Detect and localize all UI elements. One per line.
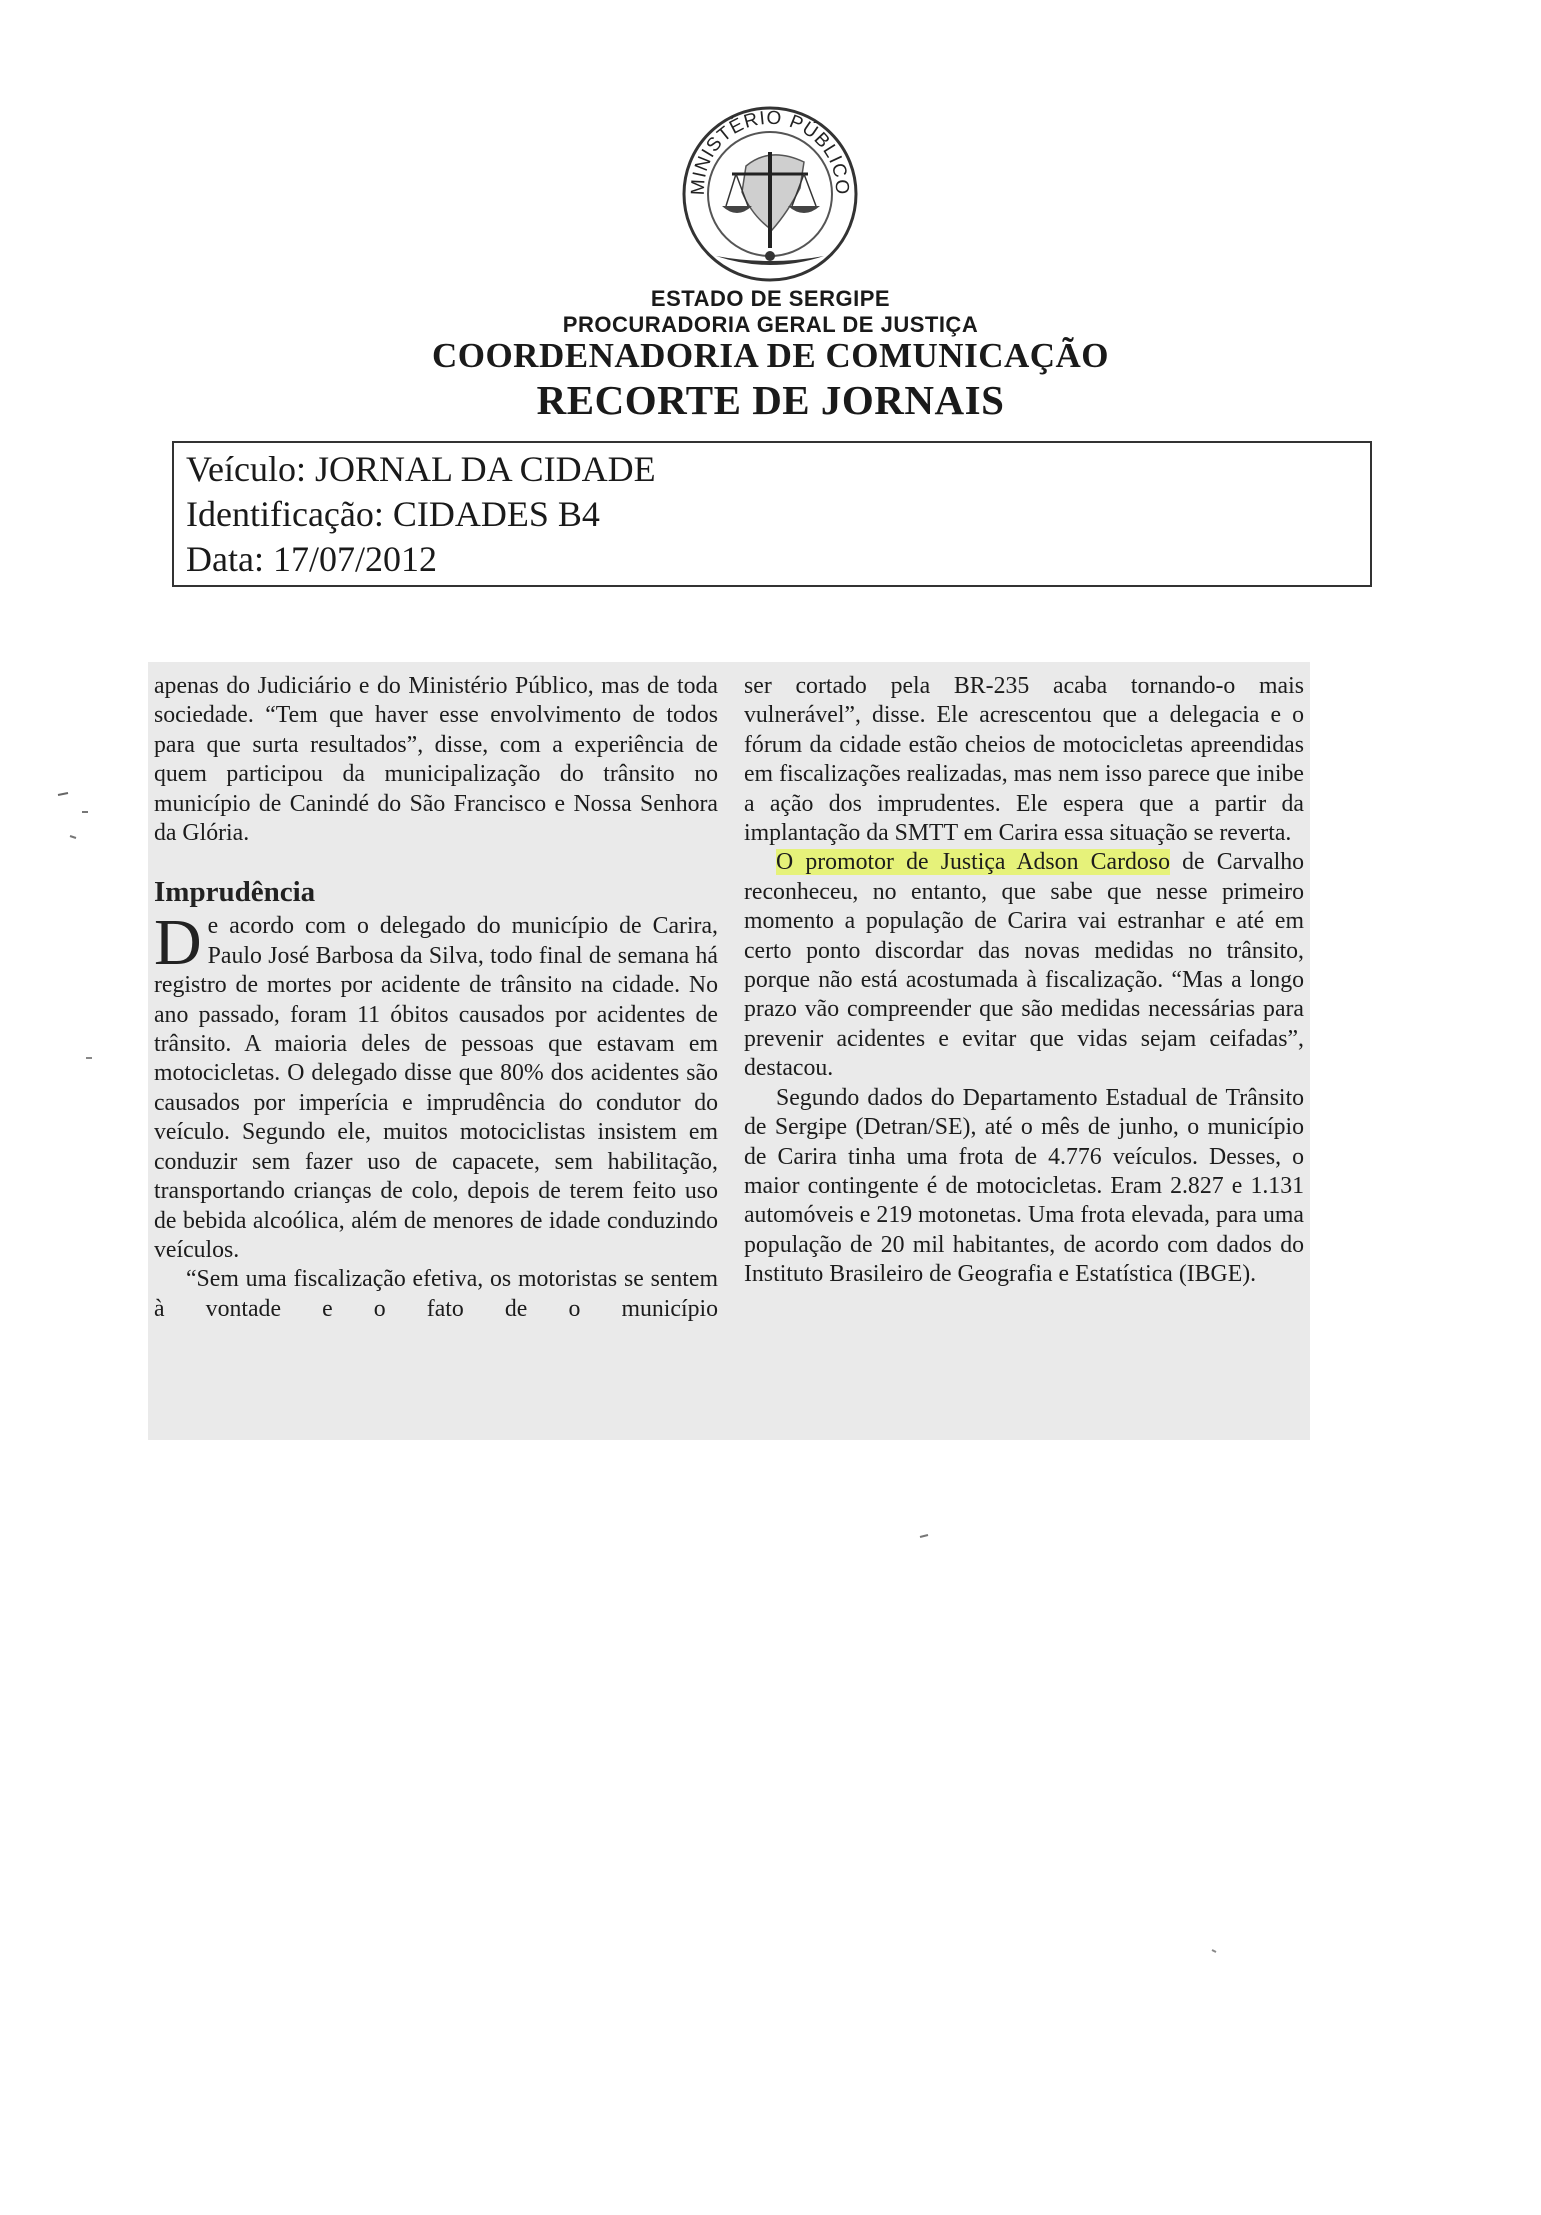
drop-cap: D	[154, 906, 202, 980]
ministerio-publico-seal	[676, 96, 864, 284]
scales-of-justice-icon	[716, 152, 824, 265]
article-paragraph: ser cortado pela BR-235 acaba tornando-o mais vulnerável”, disse. Ele acrescentou que a delegacia e o fórum da cidade estão cheios de motocicletas apreendidas em fiscalizações realizadas, mas nem isso parece que inibe a ação dos imprudentes. Ele espera que a partir da implantação da SMTT em Carira essa situação se reverta.	[744, 673, 1304, 847]
meta-veiculo: Veículo: JORNAL DA CIDADE	[186, 449, 656, 489]
article-subheading: Imprudência	[154, 876, 316, 909]
article-paragraph: apenas do Judiciário e do Ministério Público, mas de toda sociedade. “Tem que haver esse envolvimento de todos para que surta resultados”, disse, com a experiência de quem participou da municipalização do trânsito no município de Canindé do São Francisco e Nossa Senhora da Glória.	[154, 673, 718, 847]
header-recorte: RECORTE DE JORNAIS	[536, 377, 1005, 423]
article-paragraph-text: de Carvalho reconheceu, no entanto, que sabe que nesse primeiro momento a população de Carira vai estranhar e até em certo ponto discordar das novas medidas no trânsito, porque não está acostumada à fiscalização. “Mas a longo prazo vão compreender que são medidas necessárias para prevenir acidentes e evitar que vidas sejam ceifadas”, destacou.	[744, 849, 1304, 1082]
header-coordenadoria: COORDENADORIA DE COMUNICAÇÃO	[431, 336, 1110, 375]
clipping-metadata-box	[172, 441, 1372, 587]
article-paragraph: Segundo dados do Departamento Estadual de Trânsito de Sergipe (Detran/SE), até o mês de junho, o município de Carira tinha uma frota de 4.776 veículos. Desses, o maior contingente é de motocicletas. Eram 2.827 e 1.131 automóveis e 219 motonetas. Uma frota elevada, para uma população de 20 mil habitantes, de acordo com dados do Instituto Brasileiro de Geografia e Estatística (IBGE).	[744, 1084, 1304, 1288]
header-state: ESTADO DE SERGIPE	[650, 286, 891, 311]
seal-ring-text: MINISTÉRIO PÚBLICO	[687, 107, 853, 196]
highlighted-text: O promotor de Justiça Adson Cardoso	[776, 849, 1170, 876]
meta-identificacao: Identificação: CIDADES B4	[186, 494, 600, 534]
article-paragraph: “Sem uma fiscalização efetiva, os motoristas se sentem à vontade e o fato de o município	[154, 1266, 718, 1322]
article-column-right	[744, 672, 1304, 1290]
article-paragraph	[744, 848, 1304, 1083]
newspaper-clipping	[148, 662, 1310, 1440]
article-paragraph-text: e acordo com o delegado do município de Carira, Paulo José Barbosa da Silva, todo final de semana há registro de mortes por acidente de trânsito na cidade. No ano passado, foram 11 óbitos causados por acidentes de trânsito. A maioria deles de pessoas que estavam em motocicletas. O delegado disse que 80% dos acidentes são causados por imperícia e imprudência do condutor do veículo. Segundo ele, muitos motociclistas insistem em conduzir sem fazer uso de capacete, sem habilitação, transportando crianças de colo, depois de terem feito uso de bebida alcoólica, além de menores de idade conduzindo veículos.	[154, 913, 718, 1263]
header-procuradoria: PROCURADORIA GERAL DE JUSTIÇA	[562, 312, 979, 337]
meta-data: Data: 17/07/2012	[186, 539, 437, 579]
article-paragraph	[154, 906, 718, 1265]
article-column-left	[154, 672, 718, 1324]
